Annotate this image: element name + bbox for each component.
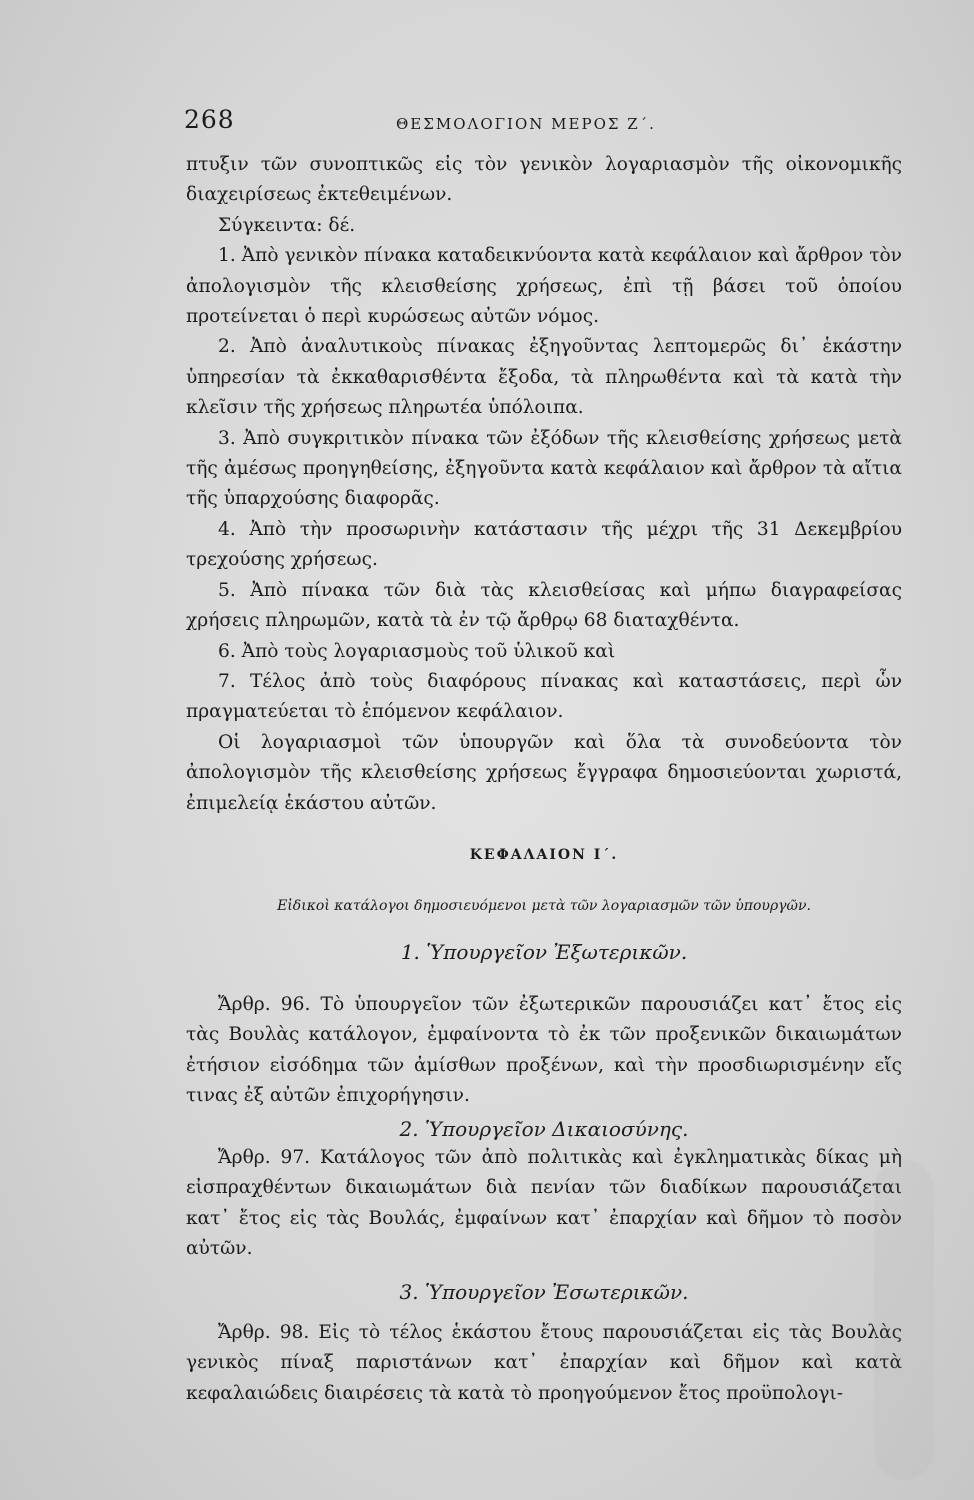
list-item: 6. Ἀπὸ τοὺς λογαριασμοὺς τοῦ ὑλικοῦ καὶ bbox=[218, 640, 616, 662]
running-title: ΘΕΣΜΟΛΟΓΙΟΝ ΜΕΡΟΣ Ζ΄. bbox=[396, 115, 656, 133]
section-text bbox=[186, 1143, 902, 1265]
page-header bbox=[184, 103, 904, 143]
paper-stain bbox=[874, 1160, 934, 1480]
section-text bbox=[186, 1318, 902, 1409]
paragraph: Ἄρθρ. 96. Τὸ ὑπουργεῖον τῶν ἐξωτερικῶν παρουσιάζει κατ᾽ ἔτος εἰς τὰς Βουλὰς κατάλογον, ἐμφαίνοντα τὸ ἐκ τῶν προξενικῶν δικαιωμάτων ἐτήσιον εἰσόδημα τῶν ἀμίσθων προξένων, καὶ τὴν προσδιωρισμένην εἴς τινας ἐξ αὐτῶν ἐπιχορήγησιν. bbox=[186, 994, 902, 1107]
body-block-1 bbox=[186, 150, 902, 819]
paragraph: Οἱ λογαριασμοὶ τῶν ὑπουργῶν καὶ ὅλα τὰ συνοδεύοντα τὸν ἀπολογισμὸν τῆς κλεισθείσης χρήσεως ἔγγραφα δημοσιεύονται χωριστά, ἐπιμελείᾳ ἑκάστου αὐτῶν. bbox=[186, 731, 902, 814]
paragraph: πτυξιν τῶν συνοπτικῶς εἰς τὸν γενικὸν λογαριασμὸν τῆς οἰκονομικῆς διαχειρίσεως ἐκτεθειμένων. bbox=[186, 154, 902, 206]
paragraph: Ἄρθρ. 97. Κατάλογος τῶν ἀπὸ πολιτικὰς καὶ ἐγκληματικὰς δίκας μὴ εἰσπραχθέντων δικαιωμάτων διὰ πενίαν τῶν διαδίκων παρουσιάζεται κατ᾽ ἔτος εἰς τὰς Βουλάς, ἐμφαίνων κατ᾽ ἐπαρχίαν καὶ δῆμον τὸ ποσὸν αὐτῶν. bbox=[186, 1147, 902, 1260]
list-item: 5. Ἀπὸ πίνακα τῶν διὰ τὰς κλεισθείσας καὶ μήπω διαγραφείσας χρήσεις πληρωμῶν, κατὰ τὰ ἐν τῷ ἄρθρῳ 68 διαταχθέντα. bbox=[186, 579, 902, 632]
chapter-subtitle: Εἰδικοὶ κατάλογοι δημοσιευόμενοι μετὰ τῶν λογαριασμῶν τῶν ὑπουργῶν. bbox=[277, 898, 811, 914]
list-item: 3. Ἀπὸ συγκριτικὸν πίνακα τῶν ἐξόδων τῆς κλεισθείσης χρήσεως μετὰ τῆς ἀμέσως προηγηθείσης, ἐξηγοῦντα κατὰ κεφάλαιον καὶ ἄρθρον τὰ αἴτια τῆς ὑπαρχούσης διαφορᾶς. bbox=[186, 427, 902, 510]
section-title: 2. Ὑπουργεῖον Δικαιοσύνης. bbox=[399, 1117, 689, 1141]
list-item: 7. Τέλος ἀπὸ τοὺς διαφόρους πίνακας καὶ καταστάσεις, περὶ ὧν πραγματεύεται τὸ ἑπόμενον κεφάλαιον. bbox=[186, 670, 902, 723]
page-number: 268 bbox=[184, 105, 235, 134]
paragraph: Σύγκειντα: δέ. bbox=[218, 214, 356, 236]
list-item: 2. Ἀπὸ ἀναλυτικοὺς πίνακας ἐξηγοῦντας λεπτομερῶς δι᾽ ἑκάστην ὑπηρεσίαν τὰ ἐκκαθαρισθέντα ἔξοδα, τὰ πληρωθέντα καὶ τὰ κατὰ τὴν κλεῖσιν τῆς χρήσεως πληρωτέα ὑπόλοιπα. bbox=[186, 336, 902, 419]
section-title: 1. Ὑπουργεῖον Ἐξωτερικῶν. bbox=[400, 940, 688, 964]
paragraph: Ἄρθρ. 98. Εἰς τὸ τέλος ἑκάστου ἔτους παρουσιάζεται εἰς τὰς Βουλὰς γενικὸς πίναξ παριστάνων κατ᾽ ἐπαρχίαν καὶ δῆμον καὶ κατὰ κεφαλαιώδεις διαιρέσεις τὰ κατὰ τὸ προηγούμενον ἔτος προϋπολογι- bbox=[186, 1322, 902, 1404]
list-item: 1. Ἀπὸ γενικὸν πίνακα καταδεικνύοντα κατὰ κεφάλαιον καὶ ἄρθρον τὸν ἀπολογισμὸν τῆς κλεισθείσης χρήσεως, ἐπὶ τῇ βάσει τοῦ ὁποίου προτείνεται ὁ περὶ κυρώσεως αὐτῶν νόμος. bbox=[186, 245, 902, 328]
list-item: 4. Ἀπὸ τὴν προσωρινὴν κατάστασιν τῆς μέχρι τῆς 31 Δεκεμβρίου τρεχούσης χρήσεως. bbox=[186, 518, 902, 571]
section-title: 3. Ὑπουργεῖον Ἐσωτερικῶν. bbox=[399, 1280, 689, 1304]
chapter-title: ΚΕΦΑΛΑΙΟΝ Ι΄. bbox=[469, 847, 619, 863]
section-text bbox=[186, 990, 902, 1112]
